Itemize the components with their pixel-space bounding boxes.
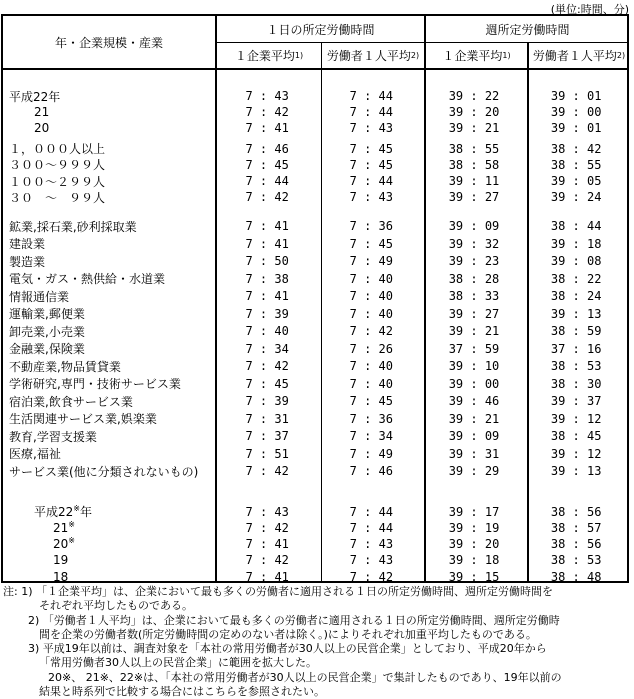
cell-value: 38 : 56 bbox=[550, 504, 602, 519]
cell-value: 39 : 10 bbox=[448, 359, 500, 374]
row-label-text: 鉱業,採石業,砂利採取業 bbox=[9, 219, 137, 234]
cell-value: 38 : 33 bbox=[448, 289, 500, 304]
row-label bbox=[3, 218, 214, 235]
cell-value: 39 : 01 bbox=[550, 89, 602, 104]
cell-value: 38 : 56 bbox=[550, 537, 602, 552]
table-row bbox=[3, 157, 627, 173]
cell-value: 7 : 43 bbox=[349, 553, 394, 568]
row-label-text: １００～２９９人 bbox=[9, 174, 106, 189]
footnote-line: それぞれ平均したものである。 bbox=[39, 599, 193, 613]
table-row bbox=[3, 120, 627, 136]
footnote-line: 注: 1) 「１企業平均」は、企業において最も多くの労働者に適用される１日の所定労働時間、週所定労働時間を bbox=[3, 585, 553, 598]
table-row bbox=[3, 410, 627, 428]
cell-value: 7 : 42 bbox=[245, 359, 289, 374]
row-label-text: 建設業 bbox=[9, 237, 46, 252]
row-label-text: 年 bbox=[79, 505, 92, 520]
row-label-text: 宿泊業,飲食サービス業 bbox=[9, 394, 133, 409]
table-row bbox=[3, 235, 627, 253]
cell-value: 39 : 31 bbox=[448, 446, 500, 461]
cell-value: 7 : 42 bbox=[245, 553, 289, 568]
table-body bbox=[3, 70, 627, 583]
cell-value: 38 : 44 bbox=[550, 219, 602, 234]
row-label bbox=[3, 88, 214, 105]
row-label-marker: ※ bbox=[68, 537, 75, 546]
table-row bbox=[3, 189, 627, 205]
footnote-line: 結果と時系列で比較する場合にはこちらを参照されたい。 bbox=[39, 685, 325, 699]
cell-value: 39 : 23 bbox=[448, 254, 500, 269]
cell-value: 38 : 53 bbox=[550, 553, 602, 568]
cell-value: 39 : 27 bbox=[448, 306, 500, 321]
cell-value: 39 : 15 bbox=[448, 569, 500, 583]
cell-value: 38 : 48 bbox=[550, 569, 602, 583]
cell-value: 38 : 55 bbox=[550, 157, 602, 172]
row-label-text: 19 bbox=[53, 553, 69, 568]
row-label-marker: ※ bbox=[68, 521, 75, 530]
cell-value: 38 : 58 bbox=[448, 157, 500, 172]
cell-value: 38 : 45 bbox=[550, 429, 602, 444]
cell-value: 7 : 45 bbox=[245, 376, 289, 391]
table-row bbox=[3, 287, 627, 305]
row-label bbox=[3, 463, 214, 480]
cell-value: 38 : 53 bbox=[550, 359, 602, 374]
table-row bbox=[3, 173, 627, 189]
cell-value: 39 : 19 bbox=[448, 521, 500, 536]
footnote-line: 20※、 21※、22※は、「本社の常用労働者が30人以上の民営企業」で集計したものであり、19年以前の bbox=[48, 670, 562, 684]
row-label-text: 製造業 bbox=[9, 254, 46, 269]
cell-value: 39 : 13 bbox=[550, 306, 602, 321]
cell-value: 7 : 37 bbox=[245, 429, 289, 444]
row-label-text: 電気・ガス・熱供給・水道業 bbox=[9, 272, 166, 287]
col-header-text: １企業平均 bbox=[234, 49, 295, 63]
cell-value: 7 : 42 bbox=[245, 190, 289, 205]
row-label bbox=[3, 156, 214, 173]
cell-value: 38 : 55 bbox=[448, 141, 500, 156]
row-label bbox=[3, 189, 214, 206]
cell-value: 38 : 57 bbox=[550, 521, 602, 536]
cell-value: 39 : 08 bbox=[550, 254, 602, 269]
cell-value: 39 : 17 bbox=[448, 504, 500, 519]
cell-value: 7 : 43 bbox=[245, 504, 289, 519]
cell-value: 7 : 40 bbox=[349, 306, 393, 321]
col-header-weekly-per-company: １企業平均 1) bbox=[442, 49, 511, 63]
cell-value: 7 : 46 bbox=[349, 464, 393, 479]
col-group-weekly: 週所定労働時間 bbox=[485, 22, 570, 37]
cell-value: 7 : 40 bbox=[349, 376, 393, 391]
cell-value: 7 : 34 bbox=[349, 429, 393, 444]
cell-value: 7 : 41 bbox=[245, 569, 289, 583]
unit-label: (単位:時間、分) bbox=[550, 3, 629, 16]
cell-value: 38 : 22 bbox=[550, 271, 602, 286]
cell-value: 7 : 45 bbox=[245, 157, 289, 172]
row-label bbox=[3, 375, 214, 392]
cell-value: 39 : 20 bbox=[448, 537, 500, 552]
row-label bbox=[3, 305, 214, 322]
row-label-text: 金融業,保険業 bbox=[9, 342, 85, 357]
cell-value: 7 : 34 bbox=[245, 341, 289, 356]
cell-value: 7 : 46 bbox=[245, 141, 289, 156]
row-label bbox=[3, 323, 214, 340]
spacer bbox=[3, 205, 627, 217]
table-row bbox=[3, 141, 627, 157]
col-header-weekly-per-worker: 労働者１人平均 2) bbox=[532, 49, 626, 63]
table-row bbox=[3, 504, 627, 520]
cell-value: 7 : 40 bbox=[349, 271, 393, 286]
cell-value: 38 : 28 bbox=[448, 271, 500, 286]
row-label-text: 21 bbox=[34, 105, 50, 120]
row-label bbox=[3, 553, 214, 567]
cell-value: 7 : 44 bbox=[349, 89, 393, 104]
row-label-text: 学術研究,専門・技術サービス業 bbox=[9, 377, 181, 392]
row-label-text: 医療,福祉 bbox=[9, 447, 61, 462]
table-row bbox=[3, 552, 627, 568]
row-label bbox=[3, 270, 214, 287]
cell-value: 7 : 45 bbox=[349, 394, 393, 409]
table-row bbox=[3, 104, 627, 120]
table-row bbox=[3, 217, 627, 235]
table-row bbox=[3, 445, 627, 463]
row-label-text: 運輸業,郵便業 bbox=[9, 307, 85, 322]
working-hours-table bbox=[1, 14, 629, 583]
col-header-daily-per-worker: 労働者１人平均 2) bbox=[326, 49, 420, 63]
row-label-text: ３００～９９９人 bbox=[9, 158, 106, 173]
cell-value: 7 : 40 bbox=[245, 324, 289, 339]
row-label bbox=[3, 253, 214, 270]
cell-value: 7 : 50 bbox=[245, 254, 289, 269]
row-label bbox=[3, 140, 214, 157]
cell-value: 39 : 00 bbox=[448, 376, 500, 391]
row-label bbox=[3, 105, 214, 119]
footnotes bbox=[0, 585, 634, 699]
footnote-line: 2) 「労働者１人平均」は、企業において最も多くの労働者に適用される１日の所定労働時間、週所定労働時 bbox=[28, 613, 560, 627]
cell-value: 7 : 45 bbox=[349, 141, 393, 156]
cell-value: 39 : 21 bbox=[448, 324, 500, 339]
row-label bbox=[3, 537, 214, 551]
row-label bbox=[3, 521, 214, 535]
cell-value: 7 : 49 bbox=[349, 254, 393, 269]
table-row bbox=[3, 357, 627, 375]
row-label-text: 平成22 bbox=[34, 505, 74, 520]
cell-value: 39 : 05 bbox=[550, 174, 602, 189]
table-row bbox=[3, 569, 627, 583]
cell-value: 7 : 42 bbox=[245, 464, 289, 479]
cell-value: 7 : 43 bbox=[349, 190, 393, 205]
row-label-text: 20 bbox=[53, 537, 69, 552]
table-row bbox=[3, 270, 627, 288]
row-label-text: 生活関連サービス業,娯楽業 bbox=[9, 412, 157, 427]
col-group-daily: １日の所定労働時間 bbox=[266, 22, 375, 37]
row-label bbox=[3, 173, 214, 190]
row-label-text: １，０００人以上 bbox=[9, 142, 106, 157]
cell-value: 7 : 38 bbox=[245, 271, 289, 286]
cell-value: 7 : 40 bbox=[349, 289, 393, 304]
cell-value: 7 : 41 bbox=[245, 236, 289, 251]
row-label-text: 20 bbox=[34, 121, 50, 136]
cell-value: 37 : 16 bbox=[550, 341, 602, 356]
table-row bbox=[3, 462, 627, 480]
row-label bbox=[3, 288, 214, 305]
table-row bbox=[3, 252, 627, 270]
cell-value: 7 : 41 bbox=[245, 121, 289, 136]
cell-value: 39 : 37 bbox=[550, 394, 602, 409]
row-label-text: 教育,学習支援業 bbox=[9, 429, 97, 444]
cell-value: 7 : 41 bbox=[245, 537, 289, 552]
row-label bbox=[3, 393, 214, 410]
cell-value: 7 : 41 bbox=[245, 289, 289, 304]
cell-value: 7 : 43 bbox=[349, 121, 394, 136]
cell-value: 7 : 49 bbox=[349, 446, 393, 461]
cell-value: 7 : 26 bbox=[349, 341, 393, 356]
cell-value: 39 : 18 bbox=[448, 553, 500, 568]
table-row bbox=[3, 322, 627, 340]
cell-value: 39 : 18 bbox=[550, 236, 602, 251]
cell-value: 39 : 29 bbox=[448, 464, 500, 479]
table-row bbox=[3, 375, 627, 393]
cell-value: 39 : 20 bbox=[448, 105, 500, 120]
cell-value: 7 : 39 bbox=[245, 306, 289, 321]
cell-value: 7 : 42 bbox=[349, 324, 393, 339]
row-label-text: 18 bbox=[53, 569, 69, 583]
cell-value: 39 : 22 bbox=[448, 89, 500, 104]
table-row bbox=[3, 536, 627, 552]
cell-value: 7 : 41 bbox=[245, 219, 289, 234]
cell-value: 39 : 01 bbox=[550, 121, 602, 136]
row-label bbox=[3, 121, 214, 135]
cell-value: 38 : 59 bbox=[550, 324, 602, 339]
cell-value: 7 : 51 bbox=[245, 446, 289, 461]
cell-value: 7 : 39 bbox=[245, 394, 289, 409]
cell-value: 39 : 46 bbox=[448, 394, 500, 409]
row-label-text: ３０ ～ ９９人 bbox=[9, 190, 106, 205]
row-label bbox=[3, 235, 214, 252]
cell-value: 7 : 40 bbox=[349, 359, 393, 374]
cell-value: 38 : 42 bbox=[550, 141, 602, 156]
cell-value: 39 : 32 bbox=[448, 236, 500, 251]
cell-value: 37 : 59 bbox=[448, 341, 500, 356]
cell-value: 7 : 36 bbox=[349, 411, 393, 426]
row-label-marker: ※ bbox=[73, 504, 80, 514]
cell-value: 39 : 00 bbox=[550, 105, 602, 120]
cell-value: 39 : 21 bbox=[448, 411, 500, 426]
row-label bbox=[3, 410, 214, 427]
table-row bbox=[3, 427, 627, 445]
footnote-line: 「常用労働者30人以上の民営企業」に範囲を拡大した。 bbox=[39, 656, 317, 670]
row-label-text: 平成22年 bbox=[9, 89, 61, 104]
row-label bbox=[3, 503, 214, 520]
spacer bbox=[3, 480, 627, 504]
row-label-text: 21 bbox=[53, 521, 69, 536]
cell-value: 39 : 21 bbox=[448, 121, 500, 136]
col-header-text: １企業平均 bbox=[442, 49, 503, 63]
row-label bbox=[3, 445, 214, 462]
col-header-daily-per-company: １企業平均 1) bbox=[234, 49, 304, 63]
row-label-text: サービス業(他に分類されないもの) bbox=[9, 464, 199, 479]
cell-value: 7 : 31 bbox=[245, 411, 289, 426]
col-header-text: 労働者１人平均 bbox=[326, 49, 411, 63]
cell-value: 39 : 11 bbox=[448, 174, 500, 189]
cell-value: 38 : 30 bbox=[550, 376, 602, 391]
row-header-label: 年・企業規模・産業 bbox=[54, 35, 163, 50]
table-row bbox=[3, 520, 627, 536]
cell-value: 39 : 09 bbox=[448, 219, 500, 234]
row-label bbox=[3, 428, 214, 445]
cell-value: 39 : 12 bbox=[550, 446, 602, 461]
row-label-text: 卸売業,小売業 bbox=[9, 324, 85, 339]
cell-value: 39 : 09 bbox=[448, 429, 500, 444]
cell-value: 7 : 42 bbox=[245, 521, 289, 536]
table-row bbox=[3, 340, 627, 358]
cell-value: 7 : 44 bbox=[349, 174, 393, 189]
footnote-line: 3) 平成19年以前は、調査対象を「本社の常用労働者が30人以上の民営企業」としており、平成20年から bbox=[28, 642, 547, 656]
cell-value: 38 : 24 bbox=[550, 289, 602, 304]
cell-value: 7 : 36 bbox=[349, 219, 393, 234]
cell-value: 7 : 43 bbox=[245, 89, 289, 104]
row-label-text: 情報通信業 bbox=[9, 289, 70, 304]
cell-value: 39 : 24 bbox=[550, 190, 602, 205]
cell-value: 39 : 27 bbox=[448, 190, 500, 205]
table-row bbox=[3, 305, 627, 323]
cell-value: 7 : 44 bbox=[245, 174, 289, 189]
row-label-text: 不動産業,物品賃貸業 bbox=[9, 359, 121, 374]
row-label bbox=[3, 340, 214, 357]
cell-value: 39 : 13 bbox=[550, 464, 602, 479]
cell-value: 7 : 45 bbox=[349, 157, 393, 172]
cell-value: 7 : 44 bbox=[349, 521, 394, 536]
footnote-line: 間を企業の労働者数(所定労働時間の定めのない者は除く。)によりそれぞれ加重平均したものである。 bbox=[39, 627, 537, 641]
cell-value: 7 : 44 bbox=[349, 504, 394, 519]
table-row bbox=[3, 88, 627, 104]
table-row bbox=[3, 392, 627, 410]
cell-value: 7 : 44 bbox=[349, 105, 394, 120]
row-label bbox=[3, 570, 214, 583]
row-label bbox=[3, 358, 214, 375]
spacer bbox=[3, 70, 627, 88]
cell-value: 39 : 12 bbox=[550, 411, 602, 426]
cell-value: 7 : 43 bbox=[349, 537, 394, 552]
cell-value: 7 : 42 bbox=[349, 569, 394, 583]
col-header-text: 労働者１人平均 bbox=[532, 49, 617, 63]
cell-value: 7 : 45 bbox=[349, 236, 393, 251]
cell-value: 7 : 42 bbox=[245, 105, 289, 120]
